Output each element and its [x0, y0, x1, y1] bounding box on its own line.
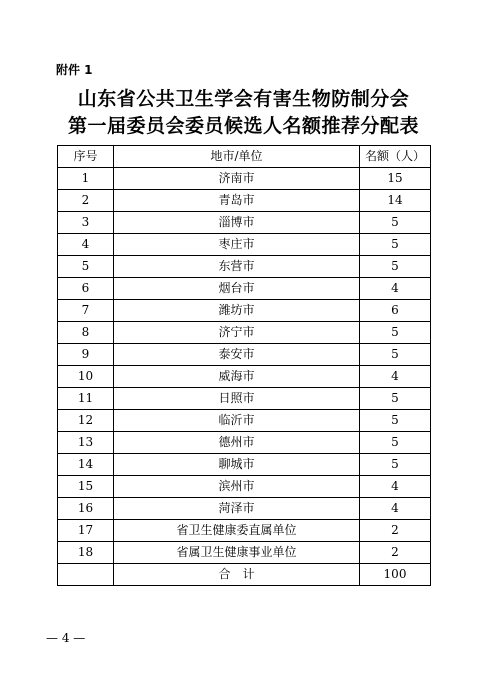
table-row: [58, 168, 431, 190]
row-quota: 4: [360, 476, 431, 498]
table-row: [58, 300, 431, 322]
row-index: 11: [58, 388, 114, 410]
table-row: [58, 520, 431, 542]
row-region: 济宁市: [114, 322, 360, 344]
row-quota: 5: [360, 234, 431, 256]
row-index: 1: [58, 168, 114, 190]
document-title-line-1: 山东省公共卫生学会有害生物防制分会: [77, 88, 410, 110]
row-region: 淄博市: [114, 212, 360, 234]
row-quota: 5: [360, 212, 431, 234]
row-quota: 5: [360, 256, 431, 278]
table-row: [58, 476, 431, 498]
page-number: — 4 —: [46, 631, 86, 645]
table-row: [58, 542, 431, 564]
row-index: 17: [58, 520, 114, 542]
row-quota: 5: [360, 432, 431, 454]
row-region: 潍坊市: [114, 300, 360, 322]
row-index: 2: [58, 190, 114, 212]
row-quota: 5: [360, 410, 431, 432]
row-quota: 4: [360, 278, 431, 300]
row-index: 9: [58, 344, 114, 366]
table-row: [58, 322, 431, 344]
header-quota: 名额（人）: [360, 146, 431, 168]
row-index: 8: [58, 322, 114, 344]
row-index: 12: [58, 410, 114, 432]
total-label: 合 计: [114, 564, 360, 586]
table-row: [58, 366, 431, 388]
row-region: 临沂市: [114, 410, 360, 432]
row-index: 6: [58, 278, 114, 300]
row-index: 13: [58, 432, 114, 454]
row-quota: 14: [360, 190, 431, 212]
row-quota: 4: [360, 366, 431, 388]
row-quota: 5: [360, 322, 431, 344]
table-row: [58, 454, 431, 476]
row-quota: 15: [360, 168, 431, 190]
table-row: [58, 388, 431, 410]
row-index: 10: [58, 366, 114, 388]
table-row: [58, 190, 431, 212]
row-region: 枣庄市: [114, 234, 360, 256]
row-region: 东营市: [114, 256, 360, 278]
row-quota: 5: [360, 344, 431, 366]
row-region: 省卫生健康委直属单位: [114, 520, 360, 542]
row-region: 德州市: [114, 432, 360, 454]
row-index: 5: [58, 256, 114, 278]
table-row: [58, 498, 431, 520]
row-region: 济南市: [114, 168, 360, 190]
table-row: [58, 234, 431, 256]
row-region: 威海市: [114, 366, 360, 388]
row-index: 7: [58, 300, 114, 322]
row-quota: 2: [360, 520, 431, 542]
row-index: 15: [58, 476, 114, 498]
table-row: [58, 212, 431, 234]
row-index: 14: [58, 454, 114, 476]
table-row: [58, 410, 431, 432]
row-region: 日照市: [114, 388, 360, 410]
quota-table: [57, 145, 431, 586]
row-region: 聊城市: [114, 454, 360, 476]
row-quota: 4: [360, 498, 431, 520]
row-index: 4: [58, 234, 114, 256]
row-quota: 6: [360, 300, 431, 322]
table-row: [58, 432, 431, 454]
header-index: 序号: [58, 146, 114, 168]
document-title-line-2: 第一届委员会委员候选人名额推荐分配表: [67, 115, 419, 137]
row-index: 18: [58, 542, 114, 564]
row-quota: 5: [360, 454, 431, 476]
row-region: 泰安市: [114, 344, 360, 366]
attachment-label: 附件 1: [56, 63, 93, 77]
row-region: 滨州市: [114, 476, 360, 498]
table-row: [58, 278, 431, 300]
row-quota: 2: [360, 542, 431, 564]
total-blank-cell: [58, 564, 114, 586]
row-index: 3: [58, 212, 114, 234]
row-quota: 5: [360, 388, 431, 410]
row-region: 菏泽市: [114, 498, 360, 520]
table-row: [58, 344, 431, 366]
header-region: 地市/单位: [114, 146, 360, 168]
row-region: 烟台市: [114, 278, 360, 300]
total-value: 100: [360, 564, 431, 586]
table-total-row: [58, 564, 431, 586]
row-region: 省属卫生健康事业单位: [114, 542, 360, 564]
row-region: 青岛市: [114, 190, 360, 212]
table-header-row: [58, 146, 431, 168]
table-row: [58, 256, 431, 278]
row-index: 16: [58, 498, 114, 520]
